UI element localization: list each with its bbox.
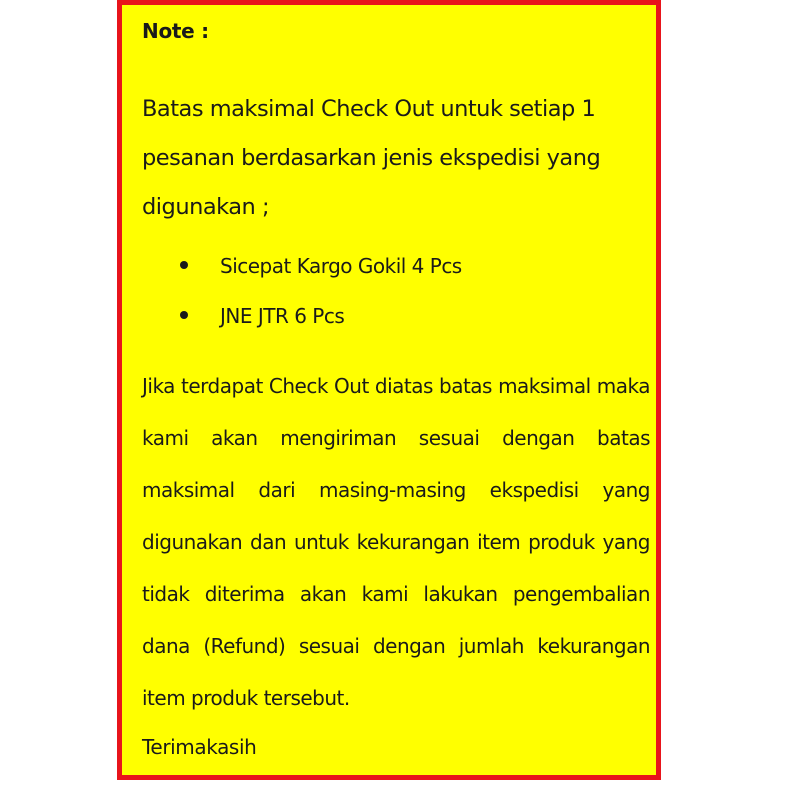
closing-text: Terimakasih bbox=[142, 735, 257, 759]
note-title: Note : bbox=[142, 19, 209, 43]
list-item bbox=[142, 291, 462, 341]
bullet-icon bbox=[180, 311, 188, 319]
note-box bbox=[117, 0, 661, 780]
bullet-icon bbox=[180, 261, 188, 269]
list-item bbox=[142, 241, 462, 291]
shipping-limit-list bbox=[142, 241, 462, 341]
note-body: Jika terdapat Check Out diatas batas maksimal maka kami akan mengiriman sesuai dengan batas maksimal dari masing-masing ekspedisi yang digunakan dan untuk kekurangan item produk yang tidak diterima akan kami lakukan pengembalian dana (Refund) sesuai dengan jumlah kekurangan item produk tersebut. bbox=[142, 374, 650, 710]
list-item-label: JNE JTR 6 Pcs bbox=[220, 304, 345, 328]
list-item-label: Sicepat Kargo Gokil 4 Pcs bbox=[220, 254, 462, 278]
note-intro: Batas maksimal Check Out untuk setiap 1 pesanan berdasarkan jenis ekspedisi yang digunakan ; bbox=[142, 96, 601, 220]
